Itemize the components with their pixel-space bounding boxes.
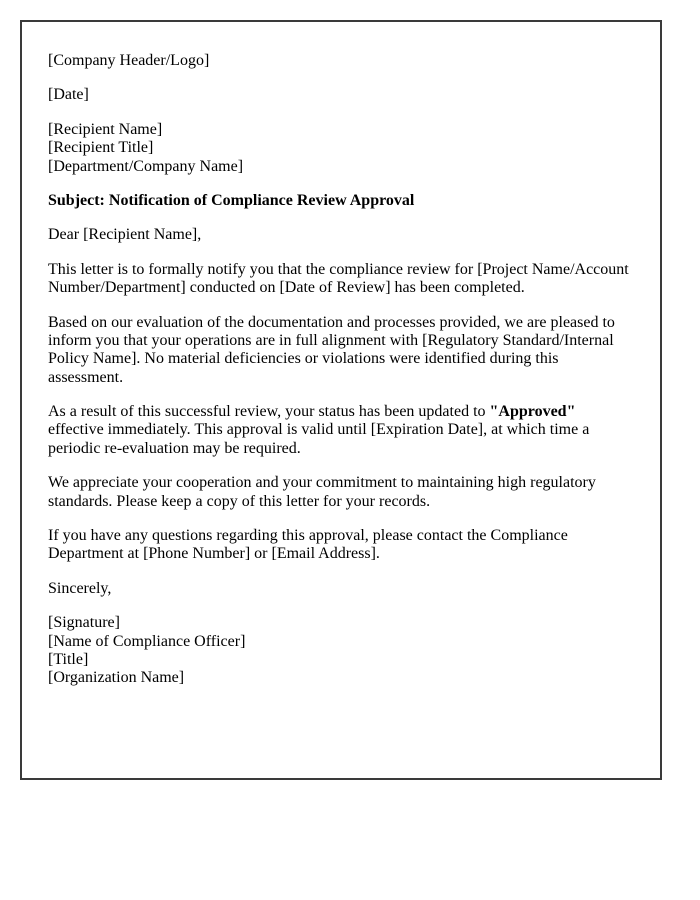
recipient-address-block: [48, 121, 630, 176]
salutation: Dear [Recipient Name],: [48, 226, 202, 244]
recipient-title: [Recipient Title]: [48, 139, 154, 157]
body-paragraph-appreciation: We appreciate your cooperation and your commitment to maintaining high regulatory standards. Please keep a copy of this letter for your records.: [48, 474, 596, 510]
date-placeholder: [Date]: [48, 86, 89, 104]
officer-title-placeholder: [Title]: [48, 650, 89, 668]
approval-text-before: As a result of this successful review, your status has been updated to: [48, 403, 490, 421]
recipient-department: [Department/Company Name]: [48, 157, 244, 175]
letter-document: [20, 20, 662, 780]
organization-name-placeholder: [Organization Name]: [48, 669, 185, 687]
body-paragraph-notification: This letter is to formally notify you that the compliance review for [Project Name/Account Number/Department] conducted on [Date of Review] has been completed.: [48, 260, 629, 297]
approved-status-text: "Approved": [489, 403, 576, 421]
subject-line: Subject: Notification of Compliance Review Approval: [48, 191, 415, 209]
closing: Sincerely,: [48, 579, 112, 597]
signature-block: [48, 614, 630, 688]
recipient-name: [Recipient Name]: [48, 120, 163, 138]
compliance-officer-name: [Name of Compliance Officer]: [48, 632, 246, 650]
signature-placeholder: [Signature]: [48, 614, 120, 632]
body-paragraph-approval: [48, 403, 630, 458]
body-paragraph-evaluation: Based on our evaluation of the documentation and processes provided, we are pleased to inform you that your operations are in full alignment with [Regulatory Standard/Internal Policy Name]. No material deficiencies or violations were identified during this assessment.: [48, 313, 615, 386]
body-paragraph-contact: If you have any questions regarding this approval, please contact the Compliance Department at [Phone Number] or [Email Address].: [48, 527, 568, 563]
approval-text-after: effective immediately. This approval is valid until [Expiration Date], at which time a periodic re-evaluation may be required.: [48, 421, 590, 457]
company-header-placeholder: [Company Header/Logo]: [48, 52, 210, 69]
